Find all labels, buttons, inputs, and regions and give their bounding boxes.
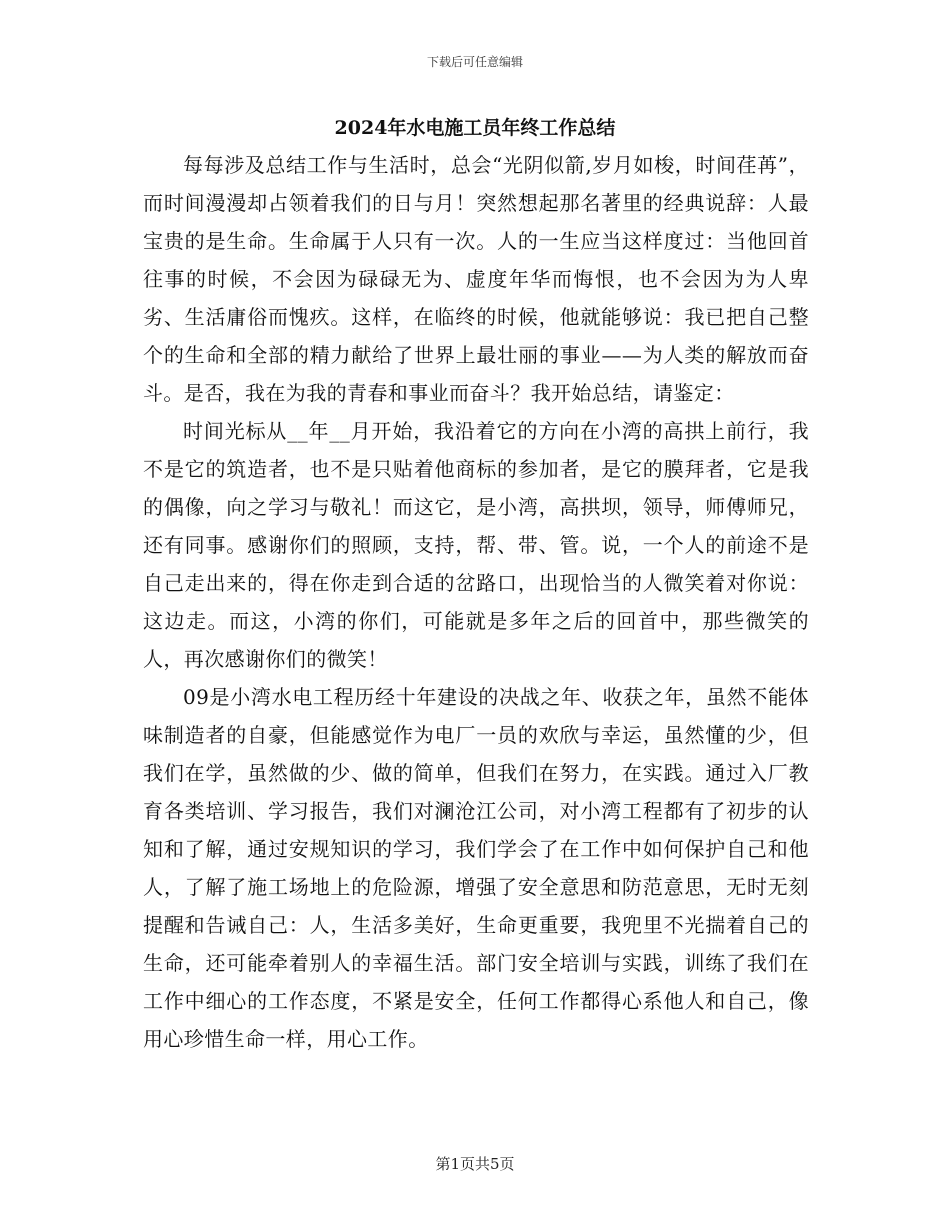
header-note: 下载后可任意编辑 bbox=[426, 55, 523, 69]
paragraph-gratitude: 时间光标从__年__月开始，我沿着它的方向在小湾的高拱上前行，我不是它的筑造者，也不是只贴着他商标的参加者，是它的膜拜者，它是我的偶像，向之学习与敬礼！而这它，是小湾，高拱坝，领导，师傅师兄，还有同事。感谢你们的照顾，支持，帮、带、管。说，一个人的前途不是自己走出来的，得在你走到合适的岔路口，出现恰当的人微笑着对你说：这边走。而这，小湾的你们，可能就是多年之后的回首中，那些微笑的人，再次感谢你们的微笑！ bbox=[143, 419, 809, 671]
paragraph-intro: 每每涉及总结工作与生活时，总会“光阴似箭,岁月如梭，时间荏苒”，而时间漫漫却占领着我们的日与月！突然想起那名著里的经典说辞：人最宝贵的是生命。生命属于人只有一次。人的一生应当这样度过：当他回首往事的时候，不会因为碌碌无为、虚度年华而悔恨，也不会因为为人卑劣、生活庸俗而愧疚。这样，在临终的时候，他就能够说：我已把自己整个的生命和全部的精力献给了世界上最壮丽的事业——为人类的解放而奋斗。是否，我在为我的青春和事业而奋斗？我开始总结，请鉴定： bbox=[143, 153, 809, 405]
paragraph-safety-training: 09是小湾水电工程历经十年建设的决战之年、收获之年，虽然不能体味制造者的自豪，但能感觉作为电厂一员的欢欣与幸运，虽然懂的少，但我们在学，虽然做的少、做的简单，但我们在努力，在实践。通过入厂教育各类培训、学习报告，我们对澜沧江公司，对小湾工程都有了初步的认知和了解，通过安规知识的学习，我们学会了在工作中如何保护自己和他人，了解了施工场地上的危险源，增强了安全意思和防范意思，无时无刻提醒和告诫自己：人，生活多美好，生命更重要，我兜里不光揣着自己的生命，还可能牵着别人的幸福生活。部门安全培训与实践，训练了我们在工作中细心的工作态度，不紧是安全，任何工作都得心系他人和自己，像用心珍惜生命一样，用心工作。 bbox=[143, 685, 809, 1051]
page-indicator: 第1页共5页 bbox=[435, 1155, 515, 1173]
document-body bbox=[143, 146, 809, 1058]
document-title: 2024年水电施工员年终工作总结 bbox=[334, 117, 616, 139]
